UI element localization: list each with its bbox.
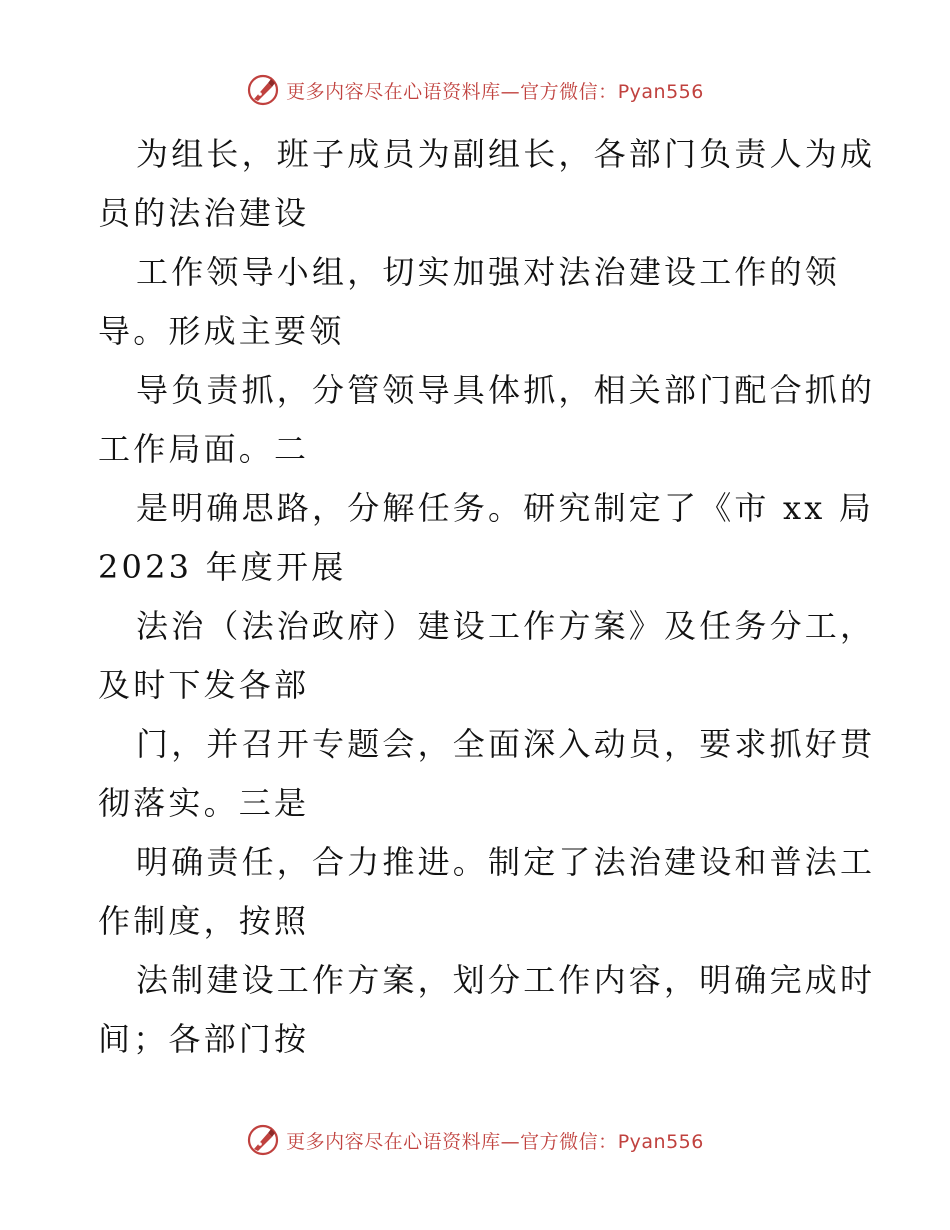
paragraph-line: 工作领导小组，切实加强对法治建设工作的领 <box>136 253 841 291</box>
paragraph <box>98 597 876 715</box>
paragraph-line: 导负责抓，分管领导具体抓，相关部门配合抓的 <box>136 371 876 409</box>
paragraph-line: 工作局面。二 <box>98 430 310 468</box>
paragraph-line: 是明确思路，分解任务。研究制定了《市 xx 局 <box>136 489 875 527</box>
footer-banner-contact-label: 官方微信： <box>520 1130 618 1153</box>
paragraph <box>98 125 876 243</box>
paragraph <box>98 479 875 597</box>
paragraph-line: 导。形成主要领 <box>98 312 345 350</box>
paragraph-line: 法制建设工作方案，划分工作内容，明确完成时 <box>136 961 876 999</box>
footer-banner-text <box>286 1127 704 1154</box>
header-banner-text <box>286 77 704 104</box>
document-body <box>98 125 876 1069</box>
paragraph <box>98 361 876 479</box>
header-banner-contact-value: Pyan556 <box>617 80 704 103</box>
paragraph <box>98 715 876 833</box>
footer-banner-title: 更多内容尽在心语资料库 <box>286 1130 501 1153</box>
paragraph-line: 员的法治建设 <box>98 194 310 232</box>
footer-banner-contact-value: Pyan556 <box>617 1130 704 1153</box>
paragraph <box>98 243 858 361</box>
paragraph-line: 彻落实。三是 <box>98 784 310 822</box>
header-banner-contact-label: 官方微信： <box>520 80 618 103</box>
paragraph-line: 法治（法治政府）建设工作方案》及任务分工， <box>136 607 876 645</box>
paragraph <box>98 833 876 951</box>
paragraph-line: 明确责任，合力推进。制定了法治建设和普法工 <box>136 843 876 881</box>
footer-banner <box>0 1120 950 1160</box>
paragraph-line: 2023 年度开展 <box>98 548 347 586</box>
paragraph-line: 间；各部门按 <box>98 1020 310 1058</box>
paragraph-line: 作制度，按照 <box>98 902 310 940</box>
footer-banner-separator: — <box>500 1130 521 1153</box>
header-banner <box>0 70 950 110</box>
pen-nib-circle-icon <box>246 1123 280 1157</box>
paragraph-line: 为组长，班子成员为副组长，各部门负责人为成 <box>136 135 876 173</box>
paragraph-line: 门，并召开专题会，全面深入动员，要求抓好贯 <box>136 725 876 763</box>
header-banner-title: 更多内容尽在心语资料库 <box>286 80 501 103</box>
header-banner-separator: — <box>500 80 521 103</box>
paragraph-line: 及时下发各部 <box>98 666 310 704</box>
pen-nib-circle-icon <box>246 73 280 107</box>
paragraph <box>98 951 876 1069</box>
